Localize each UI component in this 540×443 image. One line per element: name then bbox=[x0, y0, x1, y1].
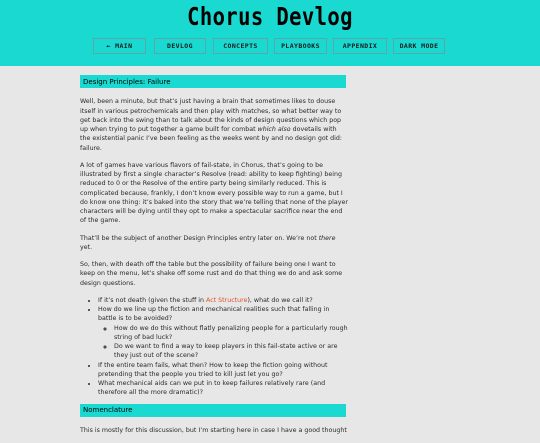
paragraph-nomenclature: This is mostly for this discussion, but I’m starting here in case I have a good thought bbox=[80, 426, 347, 434]
paragraph-questions-intro: So, then, with death off the table but the possibility of failure being one I want to keep on the menu, let’s shake off some rust and do that thing we do and ask some design questions. bbox=[80, 261, 343, 287]
list-item-text: ), what do we call it? bbox=[247, 296, 313, 304]
nav-concepts-button[interactable]: CONCEPTS bbox=[213, 38, 268, 54]
paragraph-intro bbox=[80, 97, 348, 153]
article-body bbox=[80, 75, 348, 443]
nav-main-button[interactable]: ← MAIN bbox=[93, 38, 146, 54]
main-nav bbox=[0, 38, 540, 56]
site-title: Chorus Devlog bbox=[187, 2, 353, 31]
emphasis-text: which also bbox=[257, 126, 291, 134]
act-structure-link[interactable]: Act Structure bbox=[206, 296, 248, 304]
design-questions-list bbox=[80, 296, 348, 398]
emphasis-text: there bbox=[318, 234, 336, 242]
section-heading-failure: Design Principles: Failure bbox=[80, 75, 346, 88]
list-item: • What mechanical aids can we put in to keep failures relatively rare (and therefore all the more dramatic)? bbox=[98, 379, 348, 398]
paragraph-fail-state: A lot of games have various flavors of fail-state, in Chorus, that’s going to be illustrated by first a single character’s Resolve (read: ability to keep fighting) being reduced to 0 or the Resolve of the entire party being similarly reduced. This is complicated because, frankly, I don’t know every possible way to run a game, but I do know one thing: it’s baked into the story that we’re telling that none of the player characters will be dying until they opt to make a spectacular sacrifice near the end of the game. bbox=[80, 161, 348, 225]
paragraph-text: dovetails with the existential panic I’ve been feeling as the weeks went by and no design got did: failure. bbox=[80, 126, 343, 152]
list-item-text: If it’s not death (given the stuff in bbox=[98, 296, 207, 304]
nav-devlog-button[interactable]: DEVLOG bbox=[154, 38, 206, 54]
list-item: ◦ Do we want to find a way to keep players in this fail-state active or are they just out of the scene? bbox=[114, 342, 348, 361]
list-item-text: How do we line up the fiction and mechanical realities such that falling in battle is to be avoided? bbox=[98, 306, 330, 323]
paragraph-text: yet. bbox=[80, 243, 93, 251]
list-item bbox=[98, 296, 348, 305]
sub-questions-list bbox=[98, 324, 348, 361]
dark-mode-toggle[interactable]: DARK MODE bbox=[393, 38, 445, 54]
paragraph-text: That’ll be the subject of another Design Principles entry later on. We’re not bbox=[80, 234, 319, 242]
list-item: ◦ How do we do this without flatly penalizing people for a particularly rough string of bad luck? bbox=[114, 324, 348, 343]
nav-playbooks-button[interactable]: PLAYBOOKS bbox=[274, 38, 327, 54]
paragraph-later bbox=[80, 234, 348, 253]
site-header bbox=[0, 0, 540, 66]
list-item: • If the entire team fails, what then? How to keep the fiction going without pretending that the people you tried to kill just let you go? bbox=[98, 361, 348, 380]
nav-appendix-button[interactable]: APPENDIX bbox=[333, 38, 387, 54]
paragraph-text: Well, been a minute, but that’s just having a brain that sometimes likes to douse itself in various petrochemicals and then play with matches, so what better way to get back into the swing than to talk about the kinds of design questions which pop up when trying to put together a game built for combat bbox=[80, 98, 342, 134]
list-item bbox=[98, 305, 348, 361]
section-heading-nomenclature: Nomenclature bbox=[80, 404, 346, 417]
